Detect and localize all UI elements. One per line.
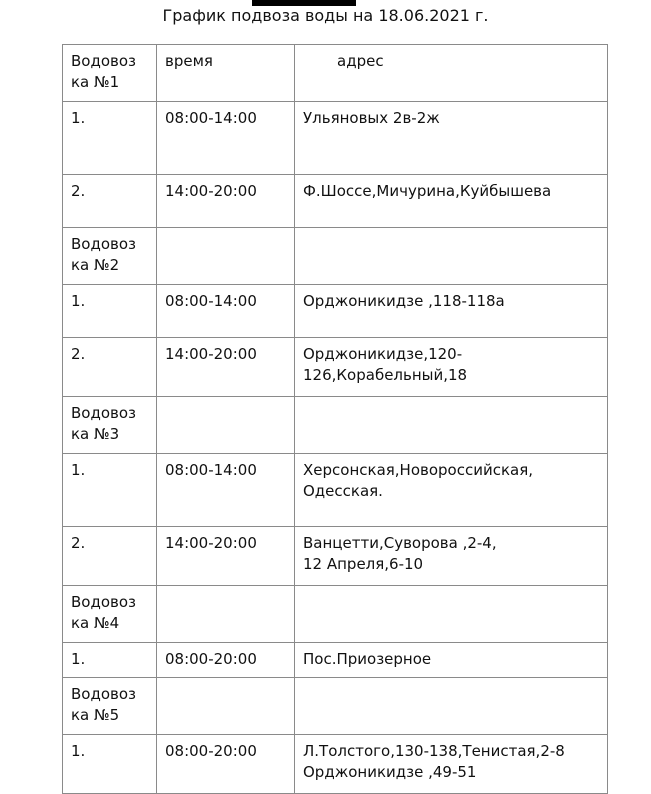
section-label: Водовоз ка №4 xyxy=(63,586,157,643)
column-header-vehicle: Водовоз ка №1 xyxy=(63,45,157,102)
section-time-empty xyxy=(157,586,295,643)
table-row xyxy=(63,527,608,586)
section-time-empty xyxy=(157,228,295,285)
row-address: Ф.Шоссе,Мичурина,Куйбышева xyxy=(295,175,608,228)
row-index: 1. xyxy=(63,454,157,527)
section-address-empty xyxy=(295,397,608,454)
water-delivery-schedule-table xyxy=(62,44,608,794)
row-time: 14:00-20:00 xyxy=(157,338,295,397)
section-address-empty xyxy=(295,586,608,643)
table-section-row xyxy=(63,228,608,285)
table-row xyxy=(63,285,608,338)
row-time: 08:00-14:00 xyxy=(157,454,295,527)
row-index: 2. xyxy=(63,527,157,586)
row-address: Ульяновых 2в-2ж xyxy=(295,102,608,175)
table-section-row xyxy=(63,397,608,454)
section-label: Водовоз ка №2 xyxy=(63,228,157,285)
column-header-address: адрес xyxy=(295,45,608,102)
section-address-empty xyxy=(295,228,608,285)
table-row xyxy=(63,338,608,397)
row-time: 08:00-14:00 xyxy=(157,102,295,175)
row-time: 08:00-14:00 xyxy=(157,285,295,338)
page-title: График подвоза воды на 18.06.2021 г. xyxy=(162,6,489,25)
table-row xyxy=(63,643,608,678)
section-label: Водовоз ка №3 xyxy=(63,397,157,454)
row-index: 2. xyxy=(63,338,157,397)
section-label: Водовоз ка №5 xyxy=(63,678,157,735)
row-index: 1. xyxy=(63,102,157,175)
section-time-empty xyxy=(157,678,295,735)
table-row xyxy=(63,454,608,527)
row-address: Орджоникидзе,120- 126,Корабельный,18 xyxy=(295,338,608,397)
row-address: Орджоникидзе ,118-118а xyxy=(295,285,608,338)
row-address: Пос.Приозерное xyxy=(295,643,608,678)
section-address-empty xyxy=(295,678,608,735)
table-header-row xyxy=(63,45,608,102)
title-bar xyxy=(0,0,651,30)
row-index: 1. xyxy=(63,285,157,338)
row-index: 2. xyxy=(63,175,157,228)
row-address: Херсонская,Новороссийская, Одесская. xyxy=(295,454,608,527)
table-section-row xyxy=(63,678,608,735)
row-address: Ванцетти,Суворова ,2-4, 12 Апреля,6-10 xyxy=(295,527,608,586)
row-time: 14:00-20:00 xyxy=(157,175,295,228)
row-time: 08:00-20:00 xyxy=(157,735,295,794)
column-header-time: время xyxy=(157,45,295,102)
row-index: 1. xyxy=(63,735,157,794)
table-row xyxy=(63,175,608,228)
row-time: 08:00-20:00 xyxy=(157,643,295,678)
section-time-empty xyxy=(157,397,295,454)
row-index: 1. xyxy=(63,643,157,678)
table-row xyxy=(63,735,608,794)
table-row xyxy=(63,102,608,175)
row-address: Л.Толстого,130-138,Тенистая,2-8 Орджоникидзе ,49-51 xyxy=(295,735,608,794)
table-section-row xyxy=(63,586,608,643)
row-time: 14:00-20:00 xyxy=(157,527,295,586)
